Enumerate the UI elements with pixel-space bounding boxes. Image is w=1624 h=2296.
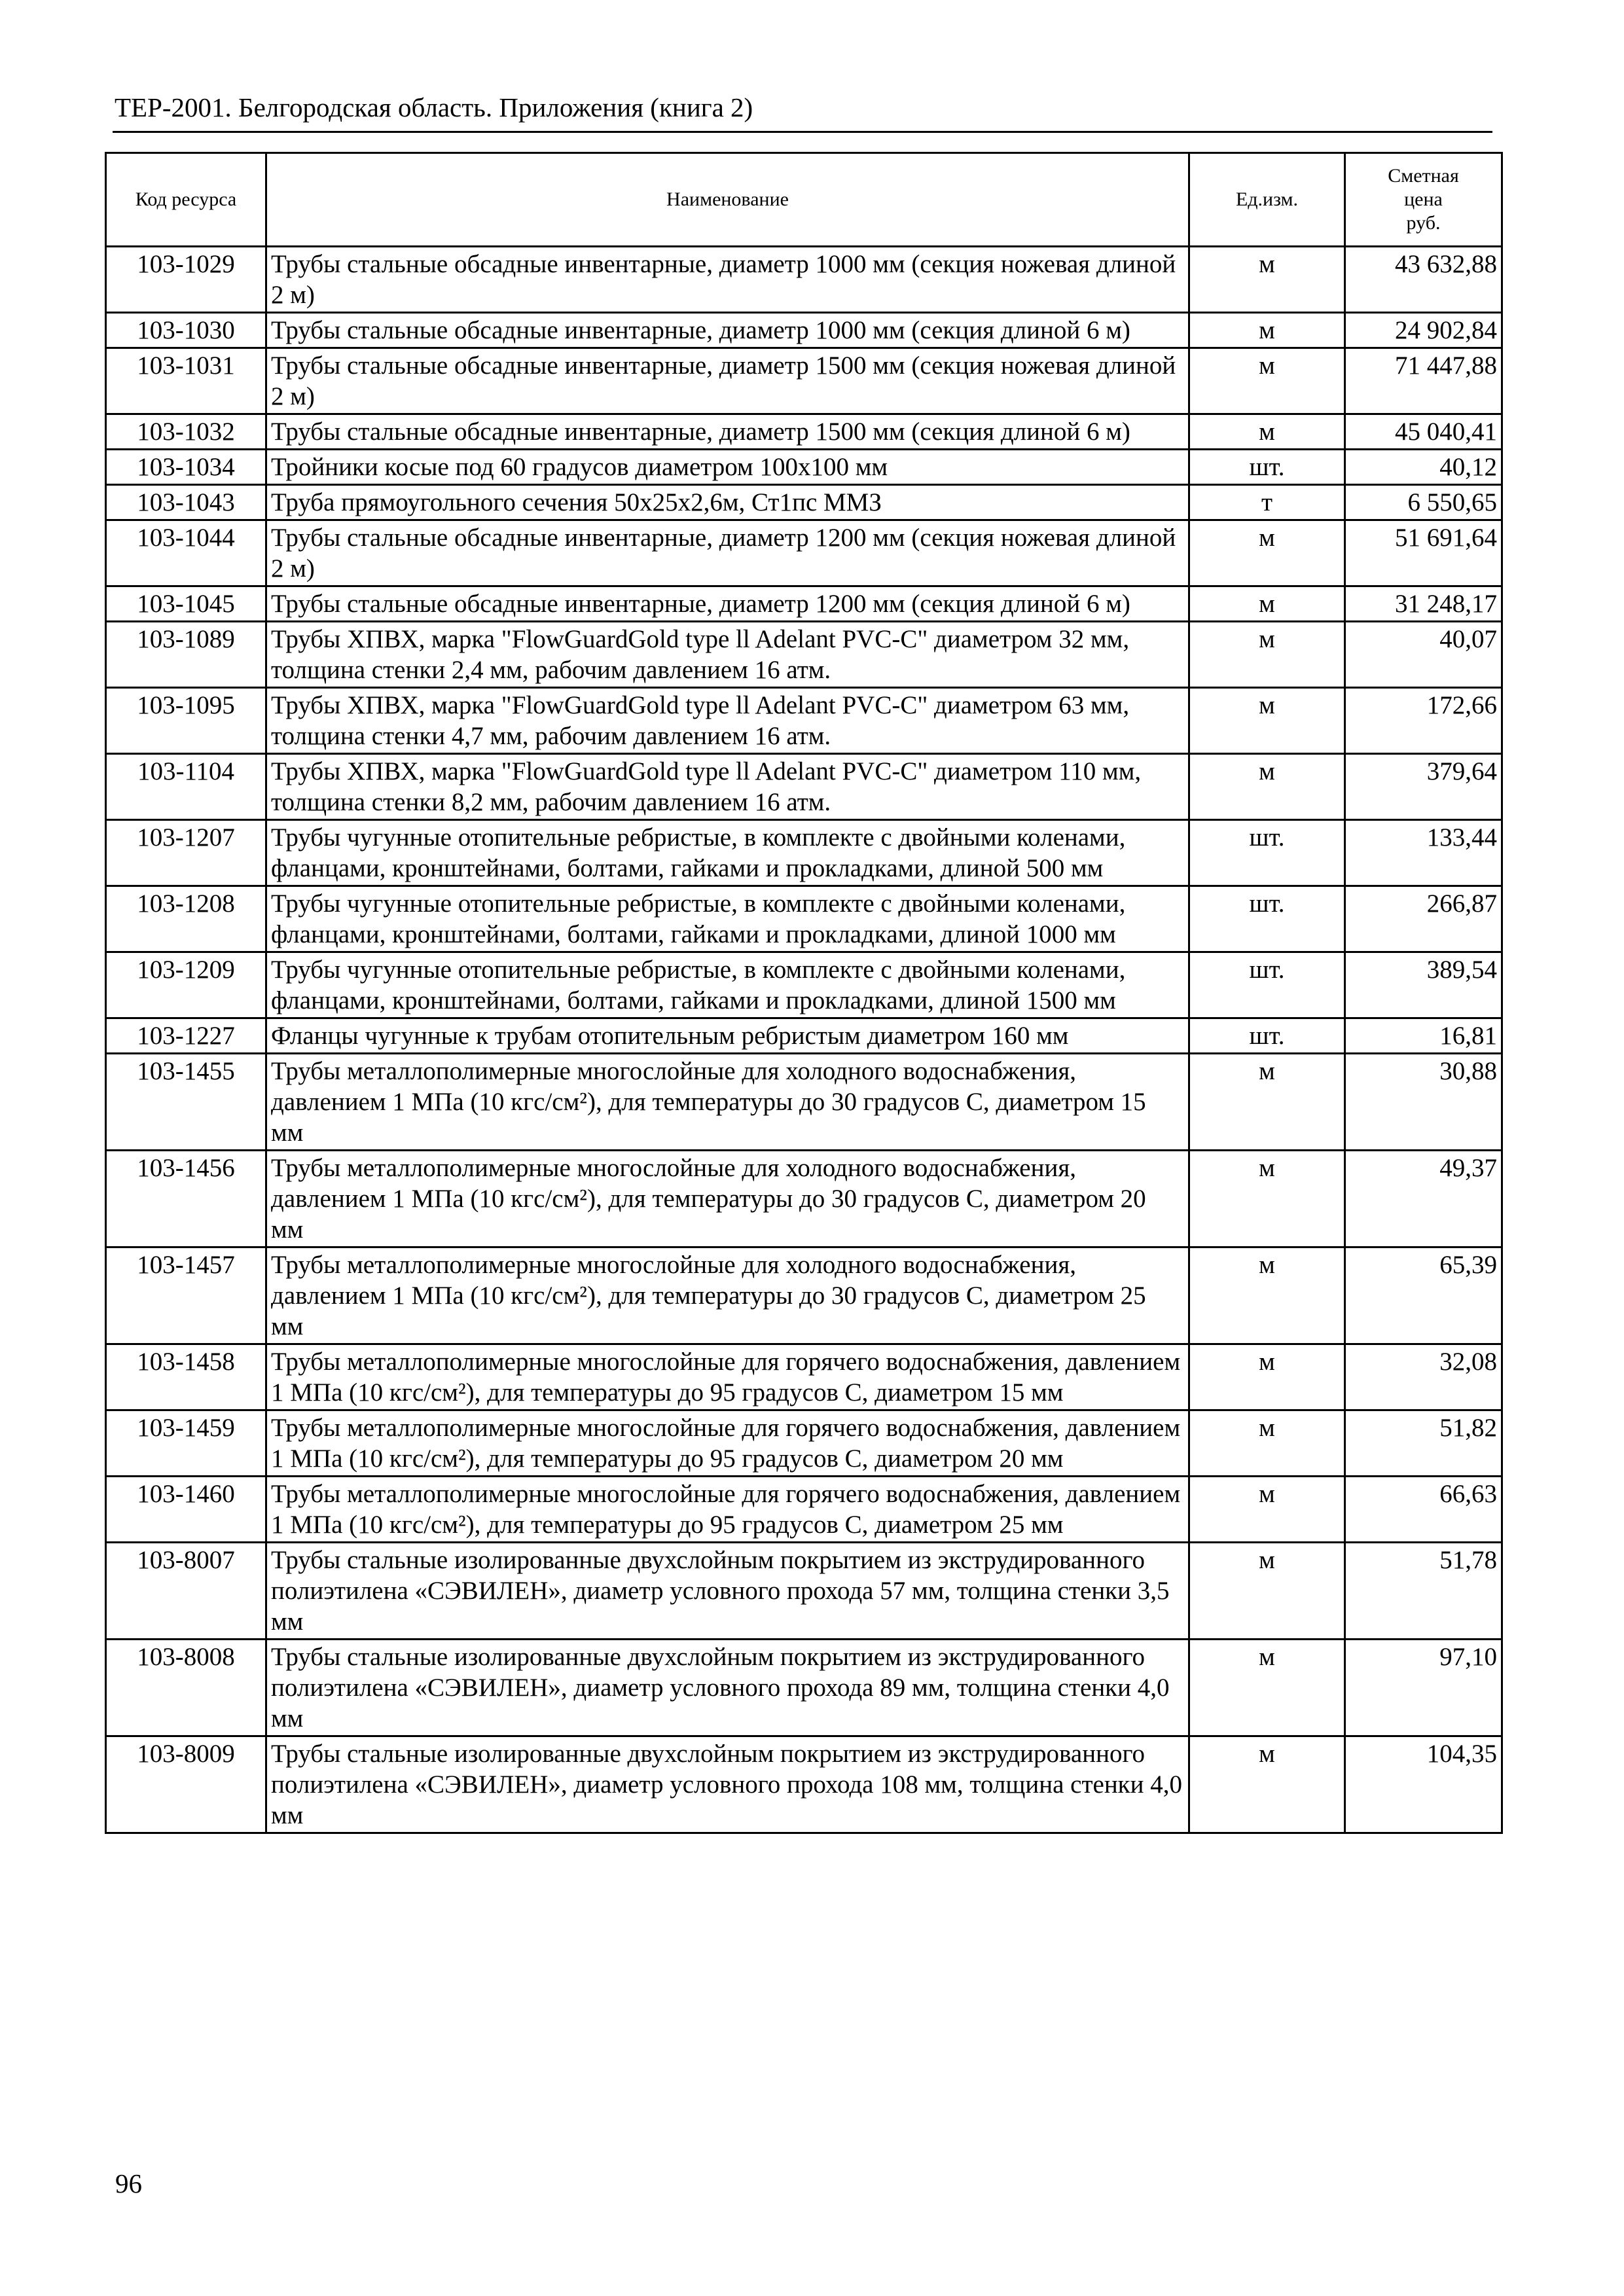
cell-unit: шт. xyxy=(1189,820,1345,886)
table-row xyxy=(106,1344,1502,1410)
cell-resource-name: Трубы стальные обсадные инвентарные, диаметр 1000 мм (секция длиной 6 м) xyxy=(266,313,1189,348)
cell-resource-name: Трубы ХПВХ, марка "FlowGuardGold type ll Adelant PVC-C" диаметром 32 мм, толщина стенки 2,4 мм, рабочим давлением 16 атм. xyxy=(266,622,1189,688)
cell-resource-name: Трубы стальные обсадные инвентарные, диаметр 1000 мм (секция ножевая длиной 2 м) xyxy=(266,247,1189,313)
cell-unit: м xyxy=(1189,688,1345,754)
cell-price: 51,82 xyxy=(1345,1410,1502,1477)
table-row xyxy=(106,450,1502,485)
cell-price: 133,44 xyxy=(1345,820,1502,886)
cell-resource-code: 103-1044 xyxy=(106,520,266,586)
cell-price: 97,10 xyxy=(1345,1640,1502,1736)
table-row xyxy=(106,348,1502,414)
cell-price: 16,81 xyxy=(1345,1018,1502,1054)
table-row xyxy=(106,754,1502,820)
column-header-name: Наименование xyxy=(266,153,1189,247)
cell-resource-name: Трубы чугунные отопительные ребристые, в комплекте с двойными коленами, фланцами, кронштейнами, болтами, гайками и прокладками, длиной 1500 мм xyxy=(266,952,1189,1018)
cell-price: 379,64 xyxy=(1345,754,1502,820)
cell-resource-name: Трубы металлополимерные многослойные для горячего водоснабжения, давлением 1 МПа (10 кгс/см²), для температуры до 95 градусов С, диаметром 15 мм xyxy=(266,1344,1189,1410)
cell-resource-name: Трубы ХПВХ, марка "FlowGuardGold type ll Adelant PVC-C" диаметром 63 мм, толщина стенки 4,7 мм, рабочим давлением 16 атм. xyxy=(266,688,1189,754)
cell-resource-code: 103-1207 xyxy=(106,820,266,886)
cell-resource-name: Трубы стальные изолированные двухслойным покрытием из экструдированного полиэтилена «СЭВИЛЕН», диаметр условного прохода 108 мм, толщина стенки 4,0 мм xyxy=(266,1736,1189,1833)
cell-unit: м xyxy=(1189,1640,1345,1736)
cell-unit: шт. xyxy=(1189,886,1345,952)
cell-unit: м xyxy=(1189,247,1345,313)
table-row xyxy=(106,688,1502,754)
cell-price: 40,12 xyxy=(1345,450,1502,485)
cell-resource-name: Трубы стальные изолированные двухслойным покрытием из экструдированного полиэтилена «СЭВИЛЕН», диаметр условного прохода 57 мм, толщина стенки 3,5 мм xyxy=(266,1543,1189,1640)
cell-price: 49,37 xyxy=(1345,1151,1502,1247)
table-row xyxy=(106,485,1502,520)
cell-resource-code: 103-1095 xyxy=(106,688,266,754)
cell-unit: т xyxy=(1189,485,1345,520)
cell-resource-name: Трубы чугунные отопительные ребристые, в комплекте с двойными коленами, фланцами, кронштейнами, болтами, гайками и прокладками, длиной 1000 мм xyxy=(266,886,1189,952)
cell-unit: шт. xyxy=(1189,450,1345,485)
table-row xyxy=(106,1018,1502,1054)
table-row xyxy=(106,1151,1502,1247)
cell-resource-name: Фланцы чугунные к трубам отопительным ребристым диаметром 160 мм xyxy=(266,1018,1189,1054)
table-row xyxy=(106,313,1502,348)
cell-resource-name: Трубы металлополимерные многослойные для холодного водоснабжения, давлением 1 МПа (10 кгс/см²), для температуры до 30 градусов С, диаметром 25 мм xyxy=(266,1247,1189,1344)
cell-resource-code: 103-1045 xyxy=(106,586,266,622)
cell-resource-code: 103-1032 xyxy=(106,414,266,450)
cell-unit: м xyxy=(1189,348,1345,414)
column-header-price xyxy=(1345,153,1502,247)
table-row xyxy=(106,886,1502,952)
cell-resource-code: 103-1209 xyxy=(106,952,266,1018)
cell-resource-name: Трубы стальные обсадные инвентарные, диаметр 1200 мм (секция длиной 6 м) xyxy=(266,586,1189,622)
cell-unit: м xyxy=(1189,520,1345,586)
column-header-unit: Ед.изм. xyxy=(1189,153,1345,247)
cell-resource-name: Трубы стальные обсадные инвентарные, диаметр 1200 мм (секция ножевая длиной 2 м) xyxy=(266,520,1189,586)
column-header-code: Код ресурса xyxy=(106,153,266,247)
table-row xyxy=(106,1054,1502,1151)
column-header-price-line3: руб. xyxy=(1406,212,1441,234)
cell-price: 65,39 xyxy=(1345,1247,1502,1344)
cell-price: 104,35 xyxy=(1345,1736,1502,1833)
cell-resource-code: 103-1457 xyxy=(106,1247,266,1344)
table-header-row xyxy=(106,153,1502,247)
table-row xyxy=(106,1477,1502,1543)
cell-unit: м xyxy=(1189,1247,1345,1344)
cell-resource-name: Трубы металлополимерные многослойные для горячего водоснабжения, давлением 1 МПа (10 кгс/см²), для температуры до 95 градусов С, диаметром 25 мм xyxy=(266,1477,1189,1543)
cell-unit: шт. xyxy=(1189,952,1345,1018)
cell-unit: м xyxy=(1189,1054,1345,1151)
cell-resource-code: 103-1456 xyxy=(106,1151,266,1247)
cell-price: 32,08 xyxy=(1345,1344,1502,1410)
table-body xyxy=(106,247,1502,1833)
cell-price: 71 447,88 xyxy=(1345,348,1502,414)
cell-resource-name: Трубы металлополимерные многослойные для холодного водоснабжения, давлением 1 МПа (10 кгс/см²), для температуры до 30 градусов С, диаметром 20 мм xyxy=(266,1151,1189,1247)
resource-table xyxy=(105,152,1503,1834)
table-row xyxy=(106,414,1502,450)
cell-price: 31 248,17 xyxy=(1345,586,1502,622)
cell-price: 266,87 xyxy=(1345,886,1502,952)
cell-price: 24 902,84 xyxy=(1345,313,1502,348)
cell-price: 389,54 xyxy=(1345,952,1502,1018)
cell-resource-name: Трубы стальные обсадные инвентарные, диаметр 1500 мм (секция ножевая длиной 2 м) xyxy=(266,348,1189,414)
cell-price: 43 632,88 xyxy=(1345,247,1502,313)
table-row xyxy=(106,247,1502,313)
table-row xyxy=(106,520,1502,586)
column-header-price-line1: Сметная xyxy=(1388,165,1459,187)
cell-resource-code: 103-1227 xyxy=(106,1018,266,1054)
cell-price: 172,66 xyxy=(1345,688,1502,754)
cell-unit: м xyxy=(1189,1151,1345,1247)
cell-price: 66,63 xyxy=(1345,1477,1502,1543)
cell-resource-code: 103-1043 xyxy=(106,485,266,520)
page-header-title: ТЕР-2001. Белгородская область. Приложения (книга 2) xyxy=(115,92,753,122)
table-row xyxy=(106,1543,1502,1640)
cell-unit: шт. xyxy=(1189,1018,1345,1054)
cell-resource-code: 103-1459 xyxy=(106,1410,266,1477)
cell-unit: м xyxy=(1189,1543,1345,1640)
cell-resource-code: 103-1455 xyxy=(106,1054,266,1151)
cell-price: 45 040,41 xyxy=(1345,414,1502,450)
cell-resource-code: 103-1089 xyxy=(106,622,266,688)
cell-resource-code: 103-1458 xyxy=(106,1344,266,1410)
cell-resource-code: 103-1031 xyxy=(106,348,266,414)
cell-unit: м xyxy=(1189,414,1345,450)
cell-resource-name: Трубы металлополимерные многослойные для холодного водоснабжения, давлением 1 МПа (10 кгс/см²), для температуры до 30 градусов С, диаметром 15 мм xyxy=(266,1054,1189,1151)
cell-resource-name: Труба прямоугольного сечения 50х25х2,6м, Ст1пс ММЗ xyxy=(266,485,1189,520)
cell-resource-name: Трубы стальные обсадные инвентарные, диаметр 1500 мм (секция длиной 6 м) xyxy=(266,414,1189,450)
cell-price: 6 550,65 xyxy=(1345,485,1502,520)
cell-resource-name: Трубы ХПВХ, марка "FlowGuardGold type ll Adelant PVC-C" диаметром 110 мм, толщина стенки 8,2 мм, рабочим давлением 16 атм. xyxy=(266,754,1189,820)
cell-resource-name: Тройники косые под 60 градусов диаметром 100х100 мм xyxy=(266,450,1189,485)
table-row xyxy=(106,1640,1502,1736)
table-row xyxy=(106,1410,1502,1477)
table-row xyxy=(106,1736,1502,1833)
cell-price: 40,07 xyxy=(1345,622,1502,688)
header-rule xyxy=(113,131,1492,133)
cell-unit: м xyxy=(1189,1736,1345,1833)
cell-unit: м xyxy=(1189,1477,1345,1543)
cell-resource-code: 103-1030 xyxy=(106,313,266,348)
cell-resource-name: Трубы металлополимерные многослойные для горячего водоснабжения, давлением 1 МПа (10 кгс/см²), для температуры до 95 градусов С, диаметром 20 мм xyxy=(266,1410,1189,1477)
cell-resource-code: 103-8007 xyxy=(106,1543,266,1640)
cell-unit: м xyxy=(1189,313,1345,348)
cell-unit: м xyxy=(1189,1410,1345,1477)
cell-resource-code: 103-1460 xyxy=(106,1477,266,1543)
cell-resource-code: 103-1029 xyxy=(106,247,266,313)
cell-resource-code: 103-8008 xyxy=(106,1640,266,1736)
cell-resource-code: 103-1034 xyxy=(106,450,266,485)
cell-resource-code: 103-8009 xyxy=(106,1736,266,1833)
cell-resource-code: 103-1208 xyxy=(106,886,266,952)
cell-price: 51,78 xyxy=(1345,1543,1502,1640)
cell-price: 51 691,64 xyxy=(1345,520,1502,586)
cell-price: 30,88 xyxy=(1345,1054,1502,1151)
table-row xyxy=(106,1247,1502,1344)
table-row xyxy=(106,586,1502,622)
cell-resource-name: Трубы стальные изолированные двухслойным покрытием из экструдированного полиэтилена «СЭВИЛЕН», диаметр условного прохода 89 мм, толщина стенки 4,0 мм xyxy=(266,1640,1189,1736)
cell-unit: м xyxy=(1189,754,1345,820)
table-row xyxy=(106,952,1502,1018)
table-row xyxy=(106,820,1502,886)
cell-unit: м xyxy=(1189,622,1345,688)
column-header-price-line2: цена xyxy=(1404,188,1443,210)
cell-unit: м xyxy=(1189,586,1345,622)
table-row xyxy=(106,622,1502,688)
page-number: 96 xyxy=(115,2168,142,2198)
cell-resource-name: Трубы чугунные отопительные ребристые, в комплекте с двойными коленами, фланцами, кронштейнами, болтами, гайками и прокладками, длиной 500 мм xyxy=(266,820,1189,886)
cell-unit: м xyxy=(1189,1344,1345,1410)
cell-resource-code: 103-1104 xyxy=(106,754,266,820)
